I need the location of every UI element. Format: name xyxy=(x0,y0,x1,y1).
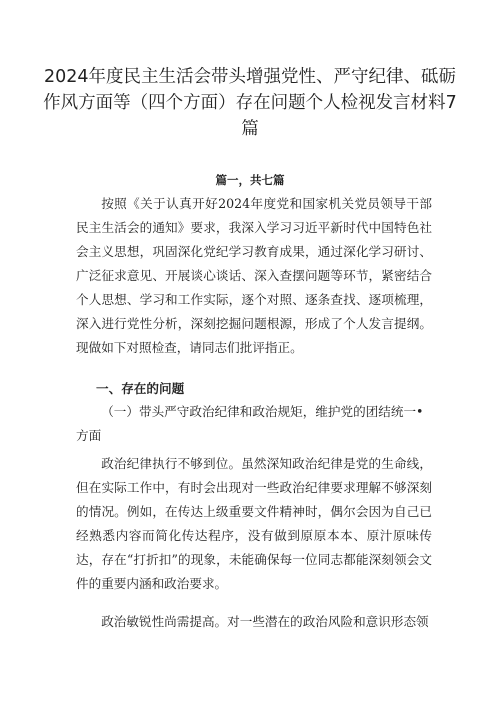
body-paragraph-2: 政治敏锐性尚需提高。对一些潜在的政治风险和意识形态领 xyxy=(101,614,429,629)
document-subtitle: 篇一，共七篇 xyxy=(215,173,285,187)
document-title: 2024年度民主生活会带头增强党性、严守纪律、砥砺作风方面等（四个方面）存在问题个人检视发言材料7篇 xyxy=(43,67,457,139)
intro-paragraph: 按照《关于认真开好2024年度党和国家机关党员领导干部民主生活会的通知》要求，我深入学习习近平新时代中国特色社会主义思想，巩固深化党纪学习教育成果，通过深化学习研讨、广泛征求意见、开展谈心谈话、深入查摆问题等环节，紧密结合个人思想、学习和工作实际，逐个对照、逐条查找、逐项梳理，深入进行党性分析，深刻挖掘问题根源，形成了个人发言提纲。现做如下对照检查，请同志们批评指正。 xyxy=(76,196,432,355)
section-heading: 一、存在的问题 xyxy=(96,381,185,396)
subsection-heading: （一）带头严守政治纪律和政治规矩，维护党的团结统一•方面 xyxy=(76,404,424,443)
body-paragraph-1: 政治纪律执行不够到位。虽然深知政治纪律是党的生命线，但在实际工作中，有时会出现对一些政治纪律要求理解不够深刻的情况。例如，在传达上级重要文件精神时，偶尔会因为自己已经熟悉内容而简化传达程序，没有做到原原本本、原汁原味传达，存在“打折扣”的现象，未能确保每一位同志都能深刻领会文件的重要内涵和政治要求。 xyxy=(76,456,432,591)
